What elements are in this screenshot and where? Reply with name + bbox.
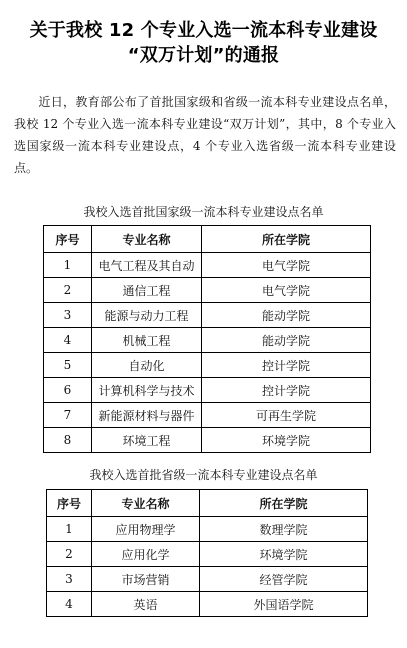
cell-major: 计算机科学与技术 [92, 378, 202, 403]
cell-college: 控计学院 [202, 378, 371, 403]
cell-index: 4 [47, 592, 92, 617]
cell-major: 通信工程 [92, 278, 202, 303]
provincial-majors-table [46, 489, 368, 617]
provincial-table-caption: 我校入选首批省级一流本科专业建设点名单 [89, 468, 318, 482]
document-title-line-2: “双万计划”的通报 [127, 45, 280, 66]
table-row [44, 428, 371, 453]
cell-college: 能动学院 [202, 303, 371, 328]
national-table-caption: 我校入选首批国家级一流本科专业建设点名单 [83, 205, 324, 219]
cell-major: 市场营销 [92, 567, 200, 592]
intro-paragraph-text: 近日，教育部公布了首批国家级和省级一流本科专业建设点名单，我校 12 个专业入选一流本科专业建设“双万计划”，其中，8 个专业入选国家级一流本科专业建设点，4 个专业入选省级一流本科专业建设点。 [14, 95, 396, 175]
cell-college: 电气学院 [202, 278, 371, 303]
cell-college: 可再生学院 [202, 403, 371, 428]
table-row [44, 353, 371, 378]
cell-index: 3 [44, 303, 92, 328]
header-college: 所在学院 [202, 226, 371, 253]
table-row [47, 542, 368, 567]
cell-index: 1 [44, 253, 92, 278]
table-row [47, 592, 368, 617]
cell-college: 控计学院 [202, 353, 371, 378]
table-row [47, 567, 368, 592]
cell-major: 英语 [92, 592, 200, 617]
table-row [44, 378, 371, 403]
cell-index: 2 [44, 278, 92, 303]
cell-major: 新能源材料与器件 [92, 403, 202, 428]
table-row [44, 328, 371, 353]
cell-major: 应用物理学 [92, 517, 200, 542]
cell-college: 环境学院 [200, 542, 368, 567]
table-row [47, 517, 368, 542]
intro-paragraph [14, 91, 396, 179]
cell-major: 能源与动力工程 [92, 303, 202, 328]
table-header-row [44, 226, 371, 253]
cell-index: 6 [44, 378, 92, 403]
cell-college: 能动学院 [202, 328, 371, 353]
cell-college: 环境学院 [202, 428, 371, 453]
cell-index: 3 [47, 567, 92, 592]
header-college: 所在学院 [200, 490, 368, 517]
cell-index: 2 [47, 542, 92, 567]
table-row [44, 403, 371, 428]
cell-major: 电气工程及其自动 [92, 253, 202, 278]
cell-major: 应用化学 [92, 542, 200, 567]
cell-index: 5 [44, 353, 92, 378]
header-index: 序号 [47, 490, 92, 517]
table-row [44, 303, 371, 328]
header-major: 专业名称 [92, 490, 200, 517]
cell-college: 经管学院 [200, 567, 368, 592]
cell-index: 1 [47, 517, 92, 542]
header-major: 专业名称 [92, 226, 202, 253]
document-title-line-1: 关于我校 12 个专业入选一流本科专业建设 [29, 20, 378, 41]
table-header-row [47, 490, 368, 517]
national-majors-table [43, 225, 371, 453]
cell-college: 数理学院 [200, 517, 368, 542]
cell-college: 外国语学院 [200, 592, 368, 617]
cell-major: 机械工程 [92, 328, 202, 353]
cell-index: 7 [44, 403, 92, 428]
table-row [44, 253, 371, 278]
table-row [44, 278, 371, 303]
cell-index: 8 [44, 428, 92, 453]
cell-college: 电气学院 [202, 253, 371, 278]
cell-major: 环境工程 [92, 428, 202, 453]
cell-major: 自动化 [92, 353, 202, 378]
header-index: 序号 [44, 226, 92, 253]
cell-index: 4 [44, 328, 92, 353]
